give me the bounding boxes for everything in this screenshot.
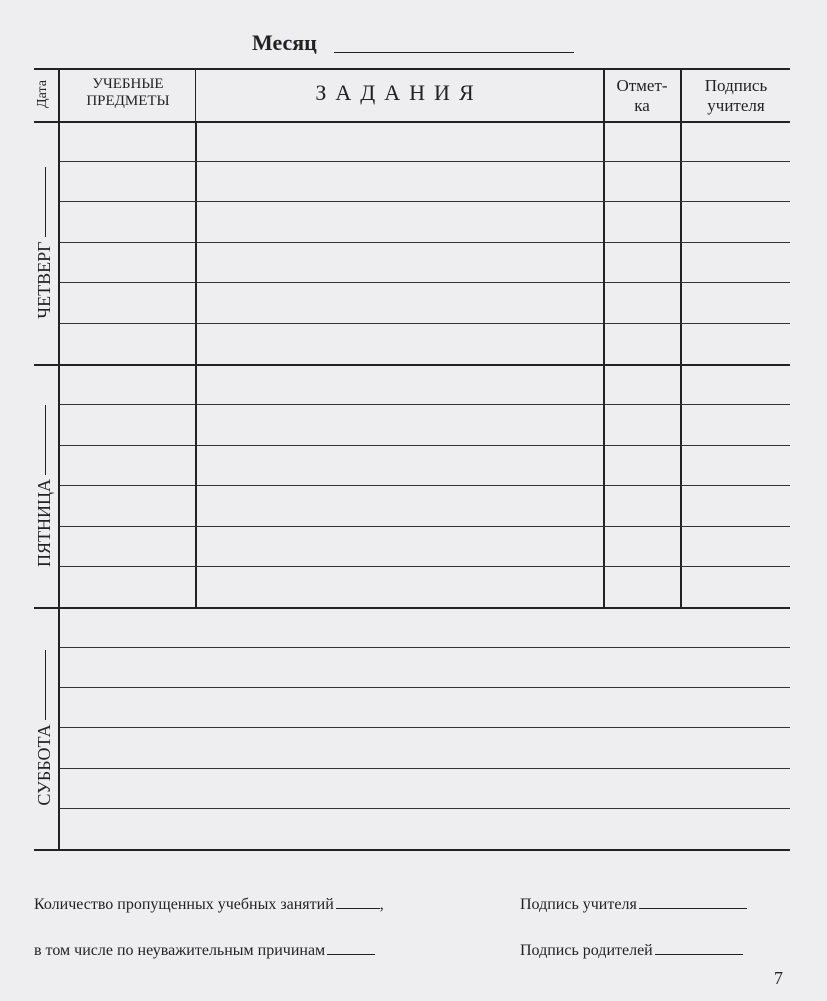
- teacher-signature-label: Подпись учителя: [520, 896, 637, 913]
- teacher-sign-header-line2: учителя: [707, 96, 765, 115]
- day-label-saturday: СУББОТА: [34, 608, 56, 848]
- table-row[interactable]: [60, 566, 790, 567]
- table-row[interactable]: [60, 242, 790, 243]
- parent-signature-field[interactable]: [520, 942, 743, 960]
- subjects-column-divider-header: [195, 68, 196, 122]
- date-column-header: Дата: [35, 80, 50, 108]
- table-row[interactable]: [60, 647, 790, 648]
- teacher-sign-header: [682, 76, 790, 116]
- teacher-sign-header-line1: Подпись: [704, 76, 768, 95]
- table-row[interactable]: [60, 161, 790, 162]
- table-row[interactable]: [60, 404, 790, 405]
- tasks-header: ЗАДАНИЯ: [315, 80, 483, 105]
- table-row[interactable]: [60, 485, 790, 486]
- teacher-signature-field[interactable]: [520, 896, 747, 914]
- header-top-border: [34, 68, 790, 70]
- subjects-header-line1: УЧЕБНЫЕ: [92, 76, 164, 92]
- table-row[interactable]: [60, 201, 790, 202]
- unexcused-lessons-label: в том числе по неуважительным причинам: [34, 942, 326, 959]
- table-row[interactable]: [60, 768, 790, 769]
- subjects-header-line2: ПРЕДМЕТЫ: [86, 93, 170, 109]
- date-column-divider: [58, 68, 60, 850]
- day-separator: [34, 364, 790, 366]
- table-row[interactable]: [60, 282, 790, 283]
- parent-signature-label: Подпись родителей: [520, 942, 653, 959]
- grade-header-line1: Отмет-: [616, 76, 668, 95]
- table-row[interactable]: [60, 727, 790, 728]
- month-title: Месяц: [252, 30, 317, 55]
- missed-lessons-label: Количество пропущенных учебных занятий: [34, 896, 334, 913]
- header-bottom-border: [34, 121, 790, 123]
- day-separator: [34, 607, 790, 609]
- table-row[interactable]: [60, 808, 790, 809]
- missed-lessons-field[interactable]: Количество пропущенных учебных занятий ,: [34, 896, 384, 913]
- subjects-header: [60, 76, 196, 110]
- day-label-friday: ПЯТНИЦА: [34, 366, 56, 606]
- table-bottom-border: [34, 849, 790, 851]
- grade-header-line2: ка: [634, 96, 650, 115]
- table-row[interactable]: [60, 687, 790, 688]
- month-input-line[interactable]: [334, 52, 574, 53]
- page-number: 7: [774, 968, 783, 988]
- grade-header: [604, 76, 680, 116]
- table-row[interactable]: [60, 323, 790, 324]
- table-row[interactable]: [60, 526, 790, 527]
- table-row[interactable]: [60, 445, 790, 446]
- unexcused-lessons-field[interactable]: [34, 942, 375, 960]
- day-label-thursday: ЧЕТВЕРГ: [34, 123, 56, 363]
